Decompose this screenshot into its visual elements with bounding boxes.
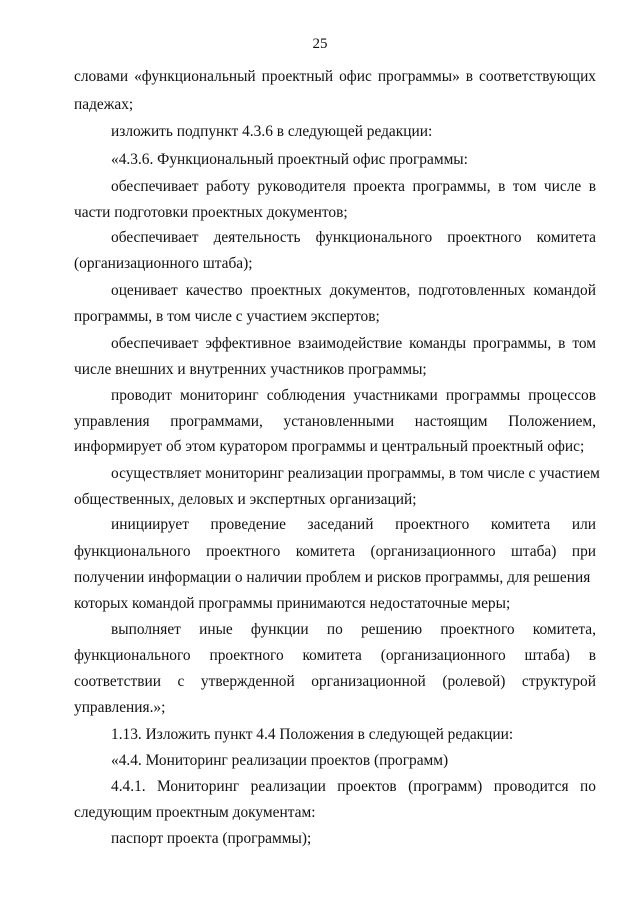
text-line: управления программами, установленными настоящим Положением, xyxy=(74,413,596,430)
text-line: соответствии с утвержденной организационной (ролевой) структурой xyxy=(74,673,596,690)
text-line: функционального проектного комитета (организационного штаба) в xyxy=(74,647,596,664)
text-line: осуществляет мониторинг реализации программы, в том числе с участием xyxy=(111,465,600,482)
text-line: обеспечивает деятельность функционального проектного комитета xyxy=(111,229,596,246)
text-line: «4.3.6. Функциональный проектный офис программы: xyxy=(111,151,468,168)
text-line: падежах; xyxy=(74,96,134,113)
text-line: (организационного штаба); xyxy=(74,255,253,272)
text-line: общественных, деловых и экспертных организаций; xyxy=(74,491,417,508)
text-line: информирует об этом куратором программы и центральный проектный офис; xyxy=(74,438,585,455)
text-line: следующим проектным документам: xyxy=(74,804,316,821)
text-line: обеспечивает работу руководителя проекта программы, в том числе в xyxy=(111,178,596,195)
text-line: 1.13. Изложить пункт 4.4 Положения в следующей редакции: xyxy=(111,726,514,743)
text-line: обеспечивает эффективное взаимодействие команды программы, в том xyxy=(111,335,596,352)
text-line: 4.4.1. Мониторинг реализации проектов (программ) проводится по xyxy=(111,778,596,795)
text-line: изложить подпункт 4.3.6 в следующей редакции: xyxy=(111,123,433,140)
text-line: оценивает качество проектных документов, подготовленных командой xyxy=(111,282,596,299)
text-line: «4.4. Мониторинг реализации проектов (программ) xyxy=(111,752,449,769)
text-line: функционального проектного комитета (организационного штаба) при xyxy=(74,543,596,560)
text-line: инициирует проведение заседаний проектного комитета или xyxy=(111,516,596,533)
text-line: проводит мониторинг соблюдения участниками программы процессов xyxy=(111,387,596,404)
text-line: получении информации о наличии проблем и рисков программы, для решения xyxy=(74,569,591,586)
text-line: паспорт проекта (программы); xyxy=(111,830,312,847)
text-line: которых командой программы принимаются недостаточные меры; xyxy=(74,595,511,612)
text-line: управления.»; xyxy=(74,699,166,716)
text-line: выполняет иные функции по решению проектного комитета, xyxy=(111,621,596,638)
text-line: программы, в том числе с участием экспертов; xyxy=(74,308,380,325)
text-line: числе внешних и внутренних участников программы; xyxy=(74,361,427,378)
text-line: словами «функциональный проектный офис программы» в соответствующих xyxy=(74,68,596,85)
page-number: 25 xyxy=(312,36,328,52)
text-line: части подготовки проектных документов; xyxy=(74,204,348,221)
